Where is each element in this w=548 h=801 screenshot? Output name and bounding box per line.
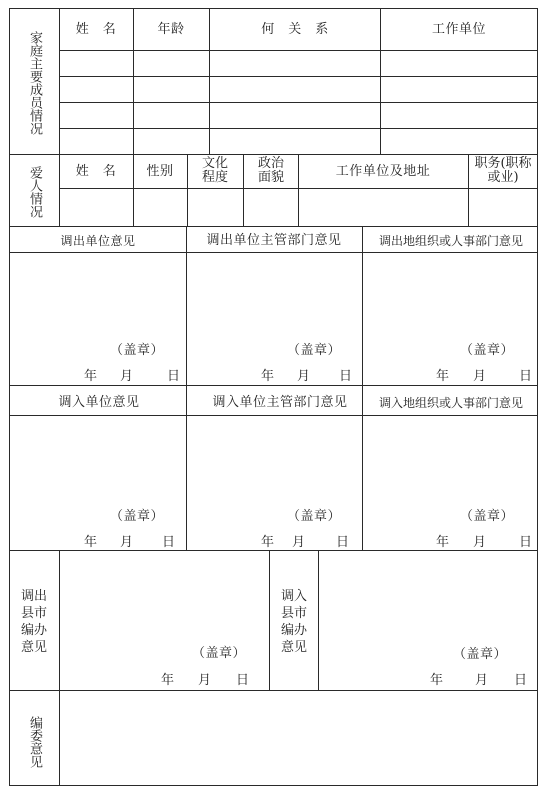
date-day: 日 bbox=[167, 369, 181, 384]
committee-label: 编委意见 bbox=[27, 716, 42, 768]
date-day: 日 bbox=[162, 535, 176, 550]
date-month: 月 bbox=[198, 673, 212, 688]
divider bbox=[133, 8, 134, 154]
date-year: 年 bbox=[436, 369, 450, 384]
date-day: 日 bbox=[339, 369, 353, 384]
out-supervisor-opinion-header: 调出单位主管部门意见 bbox=[206, 233, 342, 248]
seal-label: （盖章） bbox=[460, 509, 515, 524]
date-year: 年 bbox=[261, 369, 275, 384]
date-day: 日 bbox=[514, 673, 528, 688]
in-personnel-opinion-header: 调入地组织或人事部门意见 bbox=[378, 396, 524, 410]
county-in-label: 调入县市编办意见 bbox=[280, 589, 307, 655]
divider bbox=[9, 226, 538, 227]
spouse-header-education: 文化程度 bbox=[201, 156, 228, 185]
date-month: 月 bbox=[473, 535, 487, 550]
date-day: 日 bbox=[336, 535, 350, 550]
divider bbox=[362, 226, 363, 550]
out-personnel-opinion-header: 调出地组织或人事部门意见 bbox=[378, 234, 524, 248]
border-left bbox=[9, 8, 10, 785]
seal-label: （盖章） bbox=[287, 343, 342, 358]
divider bbox=[298, 154, 299, 226]
family-header-workplace: 工作单位 bbox=[431, 22, 487, 37]
divider bbox=[269, 550, 270, 690]
family-header-age: 年龄 bbox=[157, 22, 185, 37]
date-month: 月 bbox=[475, 673, 489, 688]
spouse-header-gender: 性别 bbox=[146, 164, 174, 179]
divider bbox=[9, 154, 538, 155]
date-day: 日 bbox=[519, 369, 533, 384]
seal-label: （盖章） bbox=[110, 509, 165, 524]
seal-label: （盖章） bbox=[192, 646, 247, 661]
out-unit-opinion-header: 调出单位意见 bbox=[60, 234, 136, 248]
in-supervisor-opinion-header: 调入单位主管部门意见 bbox=[212, 395, 348, 410]
seal-label: （盖章） bbox=[287, 509, 342, 524]
date-month: 月 bbox=[120, 535, 134, 550]
divider bbox=[318, 550, 319, 690]
divider bbox=[59, 550, 60, 785]
divider bbox=[209, 8, 210, 154]
date-day: 日 bbox=[236, 673, 250, 688]
date-year: 年 bbox=[261, 535, 275, 550]
border-right bbox=[537, 8, 538, 785]
date-year: 年 bbox=[84, 535, 98, 550]
divider bbox=[59, 76, 537, 77]
border-top bbox=[9, 8, 538, 9]
divider bbox=[468, 154, 469, 226]
spouse-header-position: 职务(职称或业) bbox=[474, 156, 532, 185]
date-month: 月 bbox=[473, 369, 487, 384]
divider bbox=[59, 8, 60, 226]
divider bbox=[187, 154, 188, 226]
family-section-label: 家庭主要成员情况 bbox=[27, 31, 42, 135]
spouse-header-name: 姓 名 bbox=[75, 164, 117, 179]
date-year: 年 bbox=[436, 535, 450, 550]
date-month: 月 bbox=[120, 369, 134, 384]
seal-label: （盖章） bbox=[110, 343, 165, 358]
divider bbox=[9, 415, 538, 416]
spouse-header-workplace-address: 工作单位及地址 bbox=[335, 164, 431, 179]
in-unit-opinion-header: 调入单位意见 bbox=[58, 395, 140, 410]
date-month: 月 bbox=[292, 535, 306, 550]
divider bbox=[186, 226, 187, 550]
seal-label: （盖章） bbox=[460, 343, 515, 358]
spouse-header-political-status: 政治面貌 bbox=[257, 156, 284, 185]
divider bbox=[59, 128, 537, 129]
family-header-name: 姓 名 bbox=[75, 22, 117, 37]
date-year: 年 bbox=[161, 673, 175, 688]
divider bbox=[9, 385, 538, 386]
divider bbox=[9, 690, 538, 691]
date-year: 年 bbox=[430, 673, 444, 688]
date-month: 月 bbox=[297, 369, 311, 384]
divider bbox=[380, 8, 381, 154]
date-year: 年 bbox=[84, 369, 98, 384]
divider bbox=[9, 252, 538, 253]
family-header-relation: 何 关 系 bbox=[261, 22, 329, 37]
border-bottom bbox=[9, 785, 538, 786]
spouse-section-label: 爱人情况 bbox=[27, 166, 42, 218]
seal-label: （盖章） bbox=[453, 647, 508, 662]
divider bbox=[243, 154, 244, 226]
county-out-label: 调出县市编办意见 bbox=[20, 589, 47, 655]
divider bbox=[133, 154, 134, 226]
divider bbox=[59, 102, 537, 103]
divider bbox=[59, 50, 537, 51]
date-day: 日 bbox=[519, 535, 533, 550]
